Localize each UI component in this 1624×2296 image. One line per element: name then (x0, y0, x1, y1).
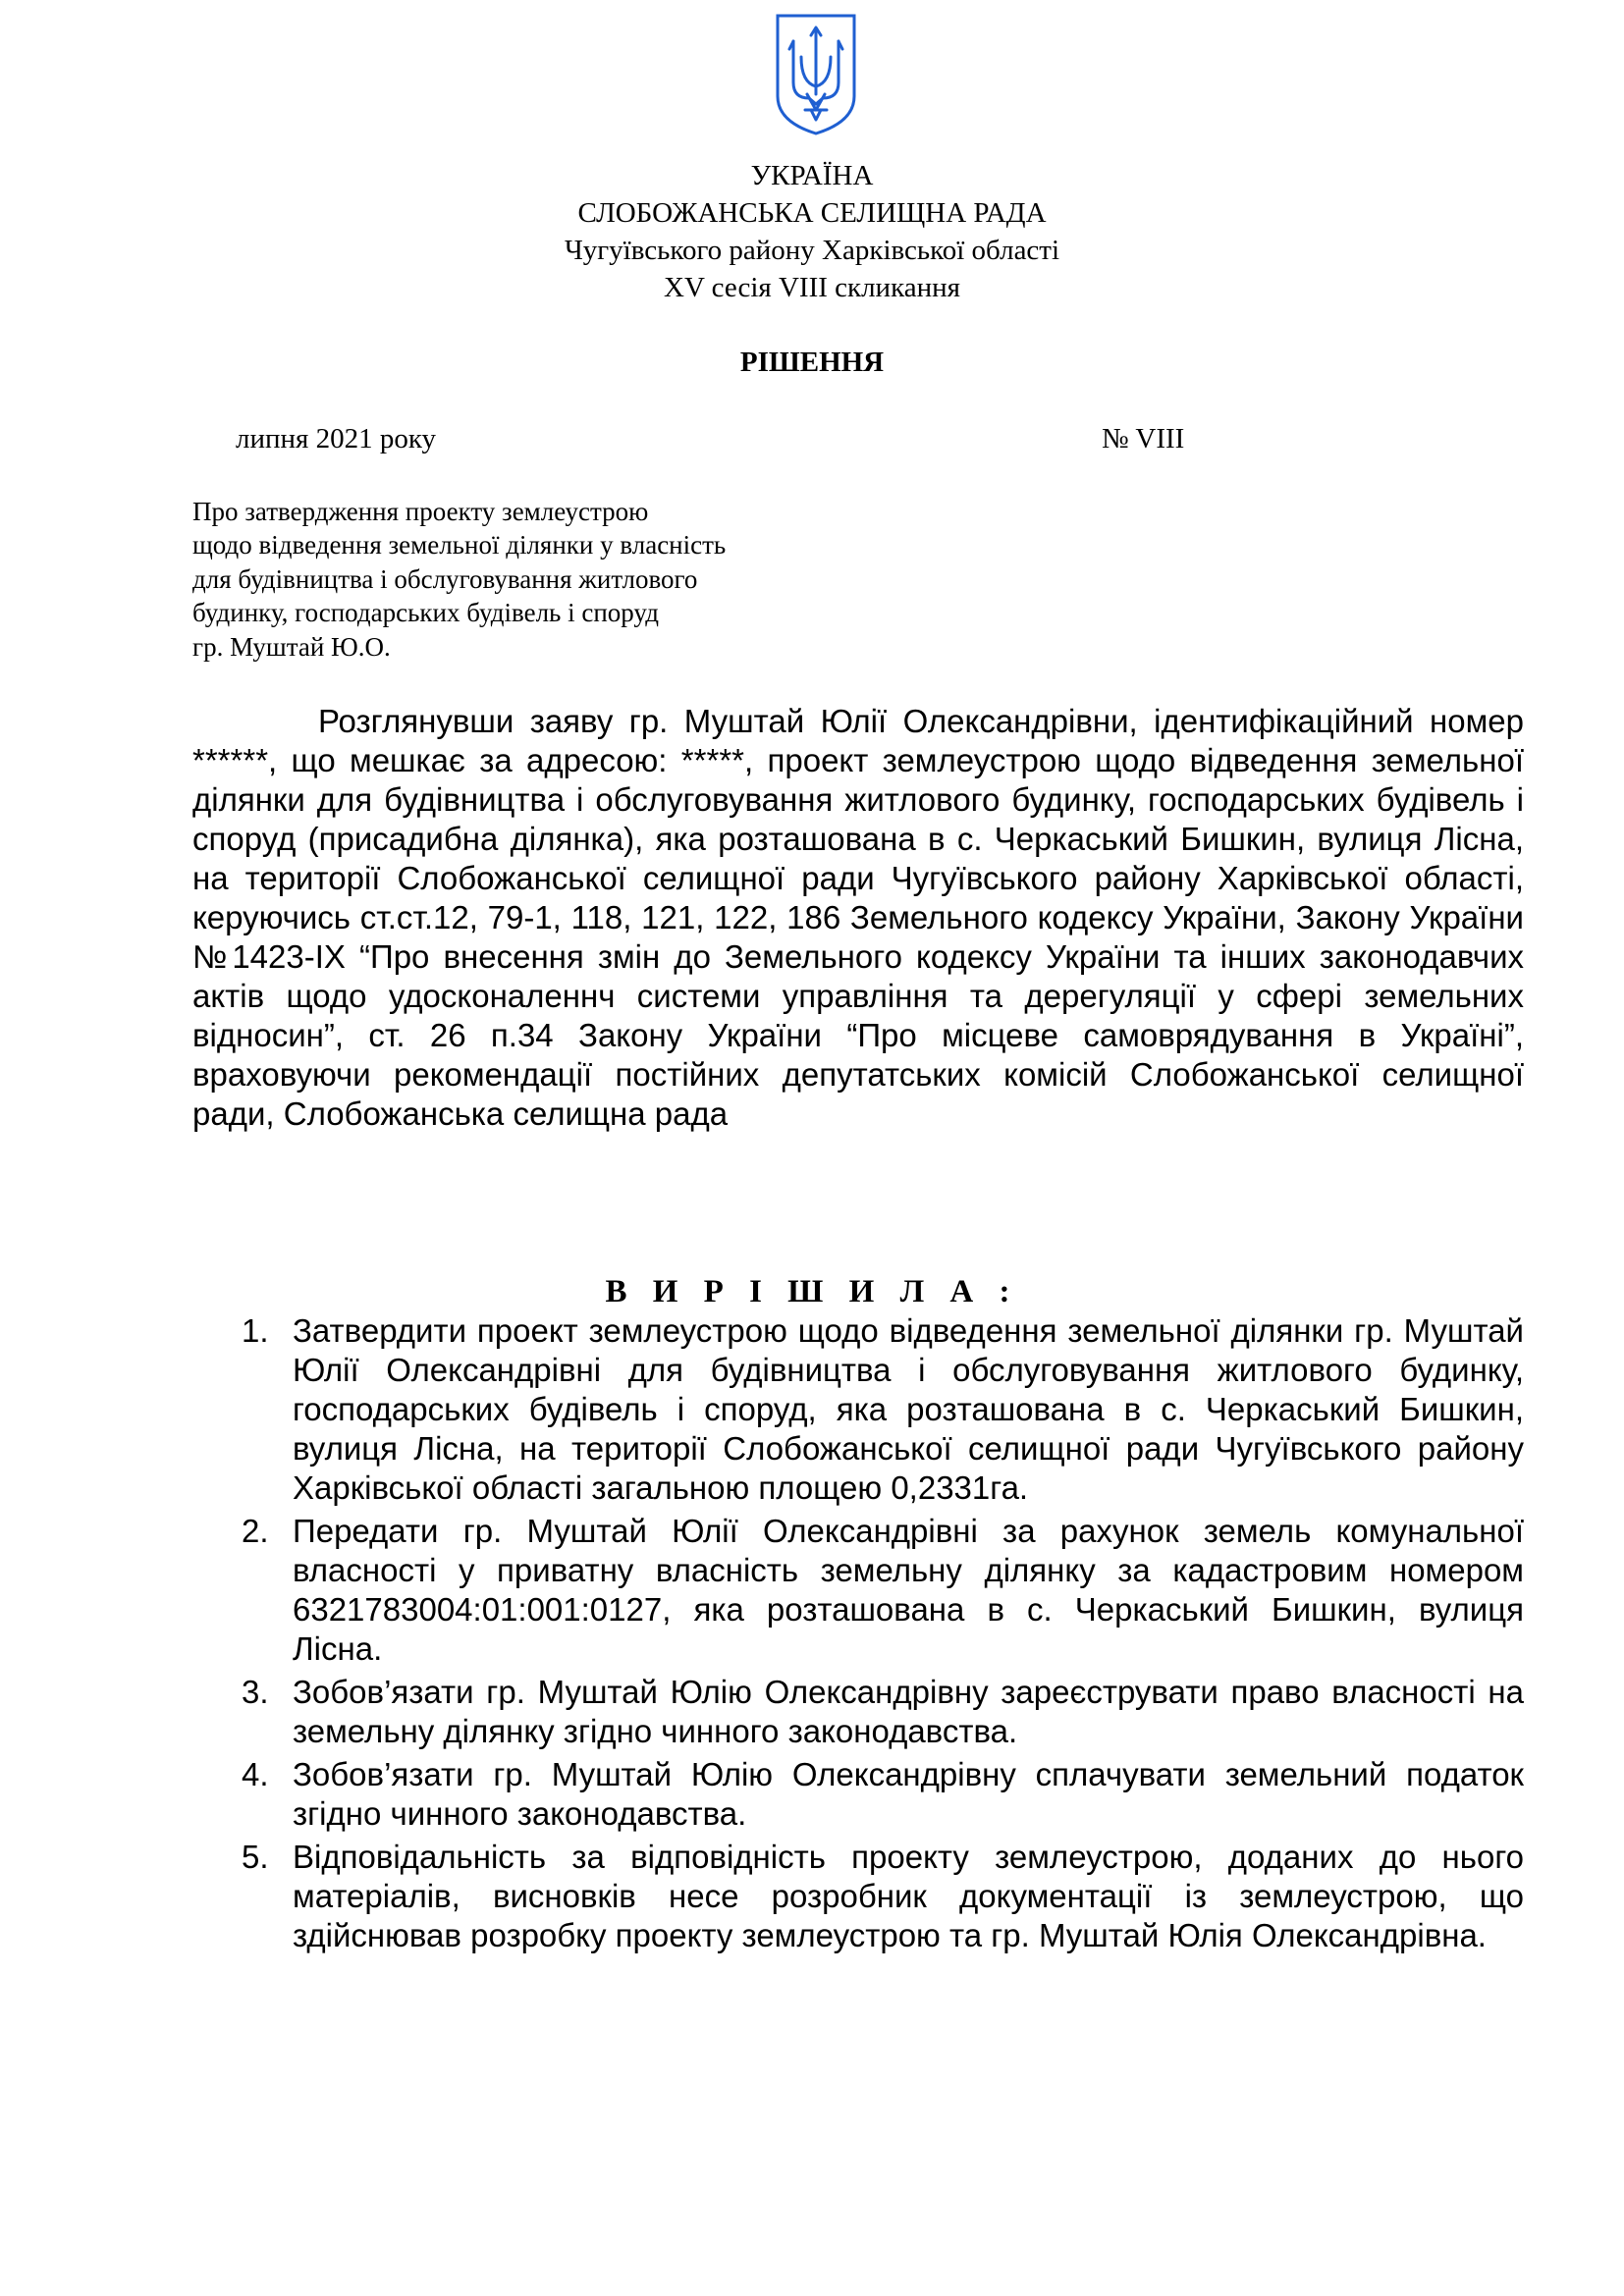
subject-line: Про затвердження проекту землеустрою (192, 497, 649, 526)
document-title: РІШЕННЯ (739, 347, 885, 378)
decision-item (192, 1311, 1524, 1508)
decision-item (192, 1512, 1524, 1669)
decision-item (192, 1755, 1524, 1834)
subject-line: гр. Муштай Ю.О. (192, 631, 391, 662)
decision-item (192, 1673, 1524, 1751)
decision-item-text: Відповідальність за відповідність проекту землеустрою, доданих до нього матеріалів, висновків несе розробник документації із землеустрою, що здійснював розробку проекту землеустрою та гр. Муштай Юлія Олександрівна. (293, 1839, 1524, 1953)
decision-item-text: Зобов’язати гр. Муштай Юлію Олександрівну сплачувати земельний податок згідно чинного законодавства. (293, 1756, 1524, 1832)
preamble-paragraph: Розглянувши заяву гр. Муштай Юлії Олександрівни, ідентифікаційний номер ******, що мешкає за адресою: *****, проект землеустрою щодо відведення земельної ділянки для будівництва і обслуговування житлового будинку, господарських будівель і споруд (присадибна ділянка), яка розташована в с. Черкаський Бишкин, вулиця Лісна, на території Слобожанської селищної ради Чугуївського району Харківської області, керуючись ст.ст.12, 79-1, 118, 121, 122, 186 Земельного кодексу України, Закону України №1423-ІХ “Про внесення змін до Земельного кодексу України та інших законодавчих актів щодо удосконаленнч системи управління та дерегуляції у сфері земельних відносин”, ст. 26 п.34 Закону України “Про місцеве самоврядування в Україні”, враховуючи рекомендації постійних депутатських комісій Слобожанської селищної ради, Слобожанська селищна рада (192, 703, 1524, 1132)
document-subject (192, 495, 919, 664)
decision-item-text: Затвердити проект землеустрою щодо відведення земельної ділянки гр. Муштай Юлії Олександрівні для будівництва і обслуговування житлового будинку, господарських будівель і споруд, яка розташована в с. Черкаський Бишкин, вулиця Лісна, на території Слобожанської селищної ради Чугуївського району Харківської області загальною площею 0,2331га. (293, 1312, 1524, 1506)
header-council: СЛОБОЖАНСЬКА СЕЛИЩНА РАДА (577, 197, 1047, 229)
decision-heading: В И Р І Ш И Л А : (605, 1274, 1019, 1309)
decision-item-number: 3. (242, 1674, 269, 1710)
subject-line: будинку, господарських будівель і споруд (192, 598, 659, 628)
decision-item-text: Зобов’язати гр. Муштай Юлію Олександрівну зареєструвати право власності на земельну ділянку згідно чинного законодавства. (293, 1674, 1524, 1749)
header-country: УКРАЇНА (750, 160, 874, 191)
decision-list (192, 1311, 1524, 1959)
decision-item-number: 4. (242, 1756, 269, 1792)
document-number: № VIII (1102, 423, 1185, 454)
decision-item-number: 1. (242, 1312, 269, 1349)
subject-line: щодо відведення земельної ділянки у власність (192, 530, 727, 561)
header-session: XV сесія VIII скликання (664, 272, 960, 303)
decision-item (192, 1838, 1524, 1955)
header-district: Чугуївського району Харківської області (564, 235, 1060, 266)
subject-line: для будівництва і обслуговування житлового (192, 563, 698, 594)
document-date: липня 2021 року (236, 423, 437, 454)
ukraine-trident-emblem-icon (772, 12, 860, 137)
decision-item-number: 5. (242, 1839, 269, 1875)
decision-item-number: 2. (242, 1513, 269, 1549)
decision-item-text: Передати гр. Муштай Юлії Олександрівні за рахунок земель комунальної власності у приватну власність земельну ділянку за кадастровим номером 6321783004:01:001:0127, яка розташована в с. Черкаський Бишкин, вулиця Лісна. (293, 1513, 1524, 1667)
